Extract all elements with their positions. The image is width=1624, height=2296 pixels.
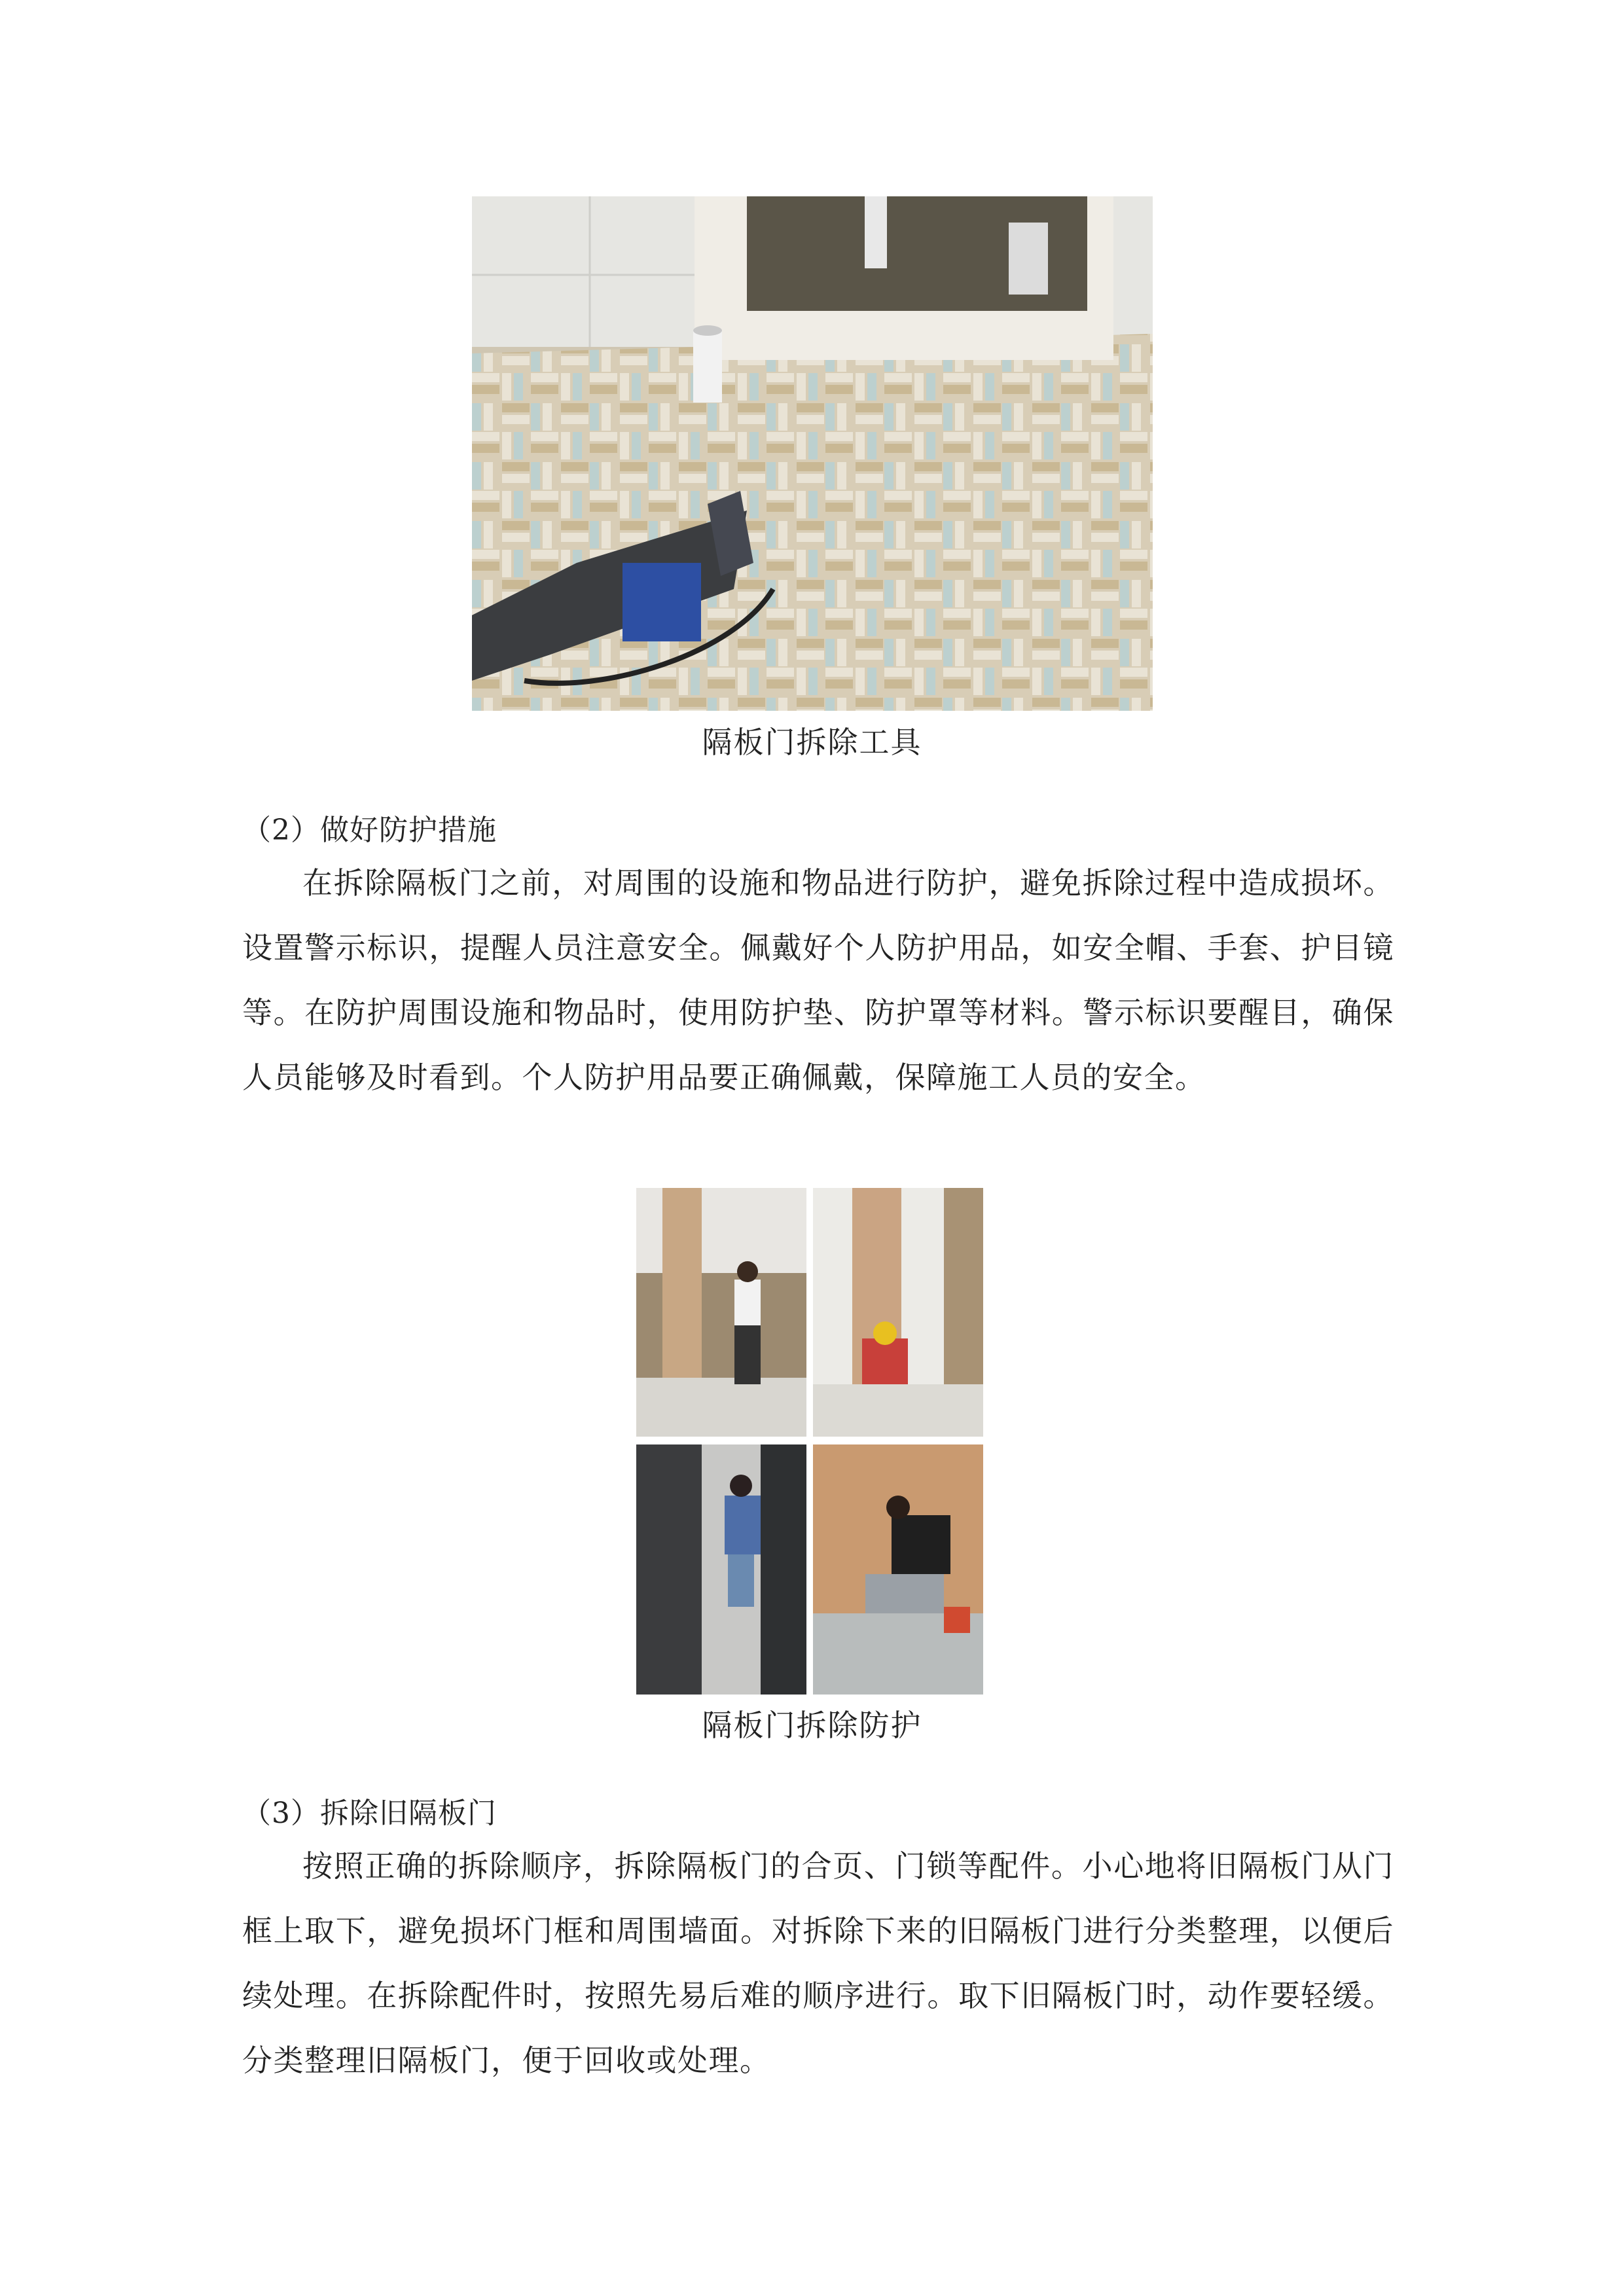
paragraph-text: 在拆除隔板门之前，对周围的设施和物品进行防护，避免拆除过程中造成损坏。设置警示标识，提醒人员注意安全。佩戴好个人防护用品，如安全帽、手套、护目镜等。在防护周围设施和物品时，使用防护垫、防护罩等材料。警示标识要醒目，确保人员能够及时看到。个人防护用品要正确佩戴，保障施工人员的安全。 bbox=[242, 865, 1394, 1095]
figure-caption: 隔板门拆除工具 bbox=[702, 725, 922, 760]
section-heading: （2）做好防护措施 bbox=[242, 814, 497, 847]
photo-protection-grid bbox=[636, 1188, 983, 1695]
section-paragraph bbox=[242, 851, 1394, 1110]
section-heading: （3）拆除旧隔板门 bbox=[242, 1797, 497, 1830]
figure-caption: 隔板门拆除防护 bbox=[702, 1708, 922, 1743]
paragraph-text: 按照正确的拆除顺序，拆除隔板门的合页、门锁等配件。小心地将旧隔板门从门框上取下，避免损坏门框和周围墙面。对拆除下来的旧隔板门进行分类整理，以便后续处理。在拆除配件时，按照先易后难的顺序进行。取下旧隔板门时，动作要轻缓。分类整理旧隔板门，便于回收或处理。 bbox=[242, 1848, 1394, 2078]
photo-demolition-tool bbox=[472, 196, 1153, 711]
section-paragraph bbox=[242, 1834, 1394, 2093]
